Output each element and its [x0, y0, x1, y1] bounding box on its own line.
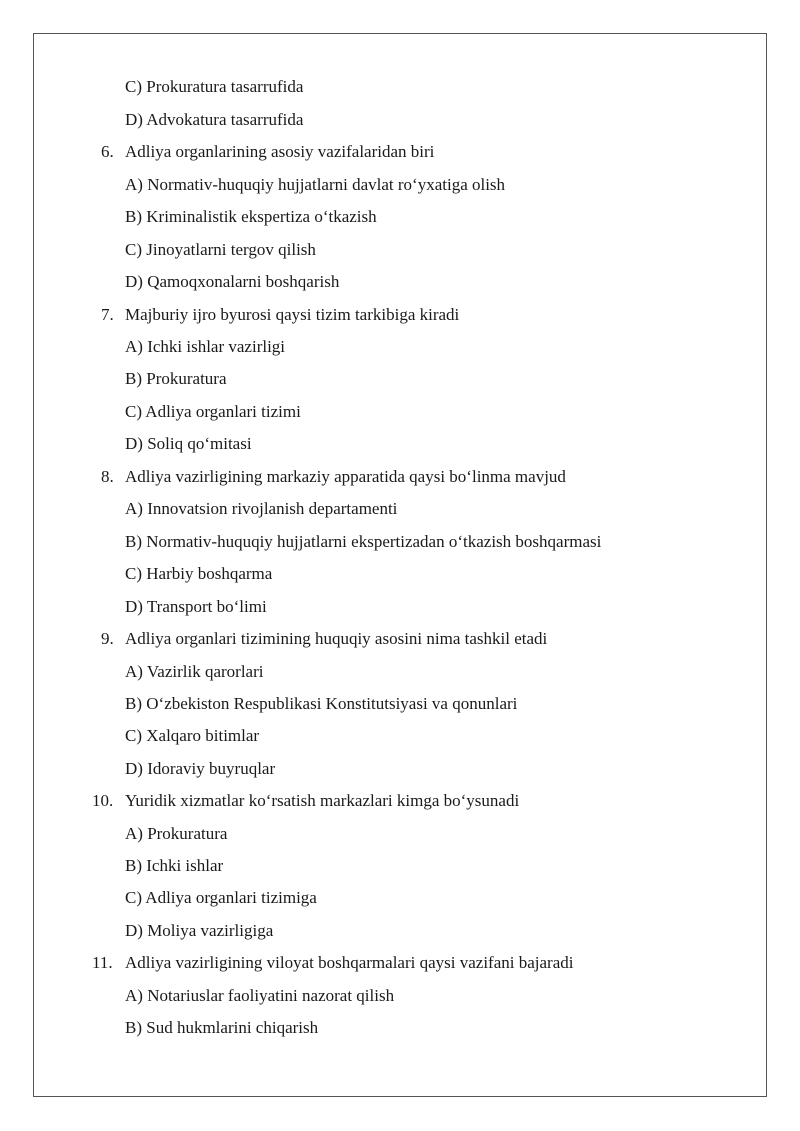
q8-option-b: B) Normativ-huquqiy hujjatlarni ekspertizadan o‘tkazish boshqarmasi — [125, 532, 602, 551]
q9-option-b: B) O‘zbekiston Respublikasi Konstitutsiyasi va qonunlari — [125, 694, 518, 713]
q9-option-c: C) Xalqaro bitimlar — [125, 726, 260, 745]
q11-option-a: A) Notariuslar faoliyatini nazorat qilish — [125, 986, 395, 1005]
q6-option-d: D) Qamoqxonalarni boshqarish — [125, 272, 340, 291]
q10-option-b: B) Ichki ishlar — [125, 856, 224, 875]
q10-option-d: D) Moliya vazirligiga — [125, 921, 274, 940]
q8-option-a: A) Innovatsion rivojlanish departamenti — [125, 499, 398, 518]
q6-option-b: B) Kriminalistik ekspertiza o‘tkazish — [125, 207, 377, 226]
q11-number: 11. — [92, 953, 113, 972]
q5-option-c: C) Prokuratura tasarrufida — [125, 77, 304, 96]
q7-number: 7. — [101, 305, 114, 324]
q9-option-d: D) Idoraviy buyruqlar — [125, 759, 276, 778]
q7-option-c: C) Adliya organlari tizimi — [125, 402, 301, 421]
q7-option-b: B) Prokuratura — [125, 369, 227, 388]
q8-option-c: C) Harbiy boshqarma — [125, 564, 273, 583]
q7-option-d: D) Soliq qo‘mitasi — [125, 434, 252, 453]
q9-number: 9. — [101, 629, 114, 648]
q6-option-c: C) Jinoyatlarni tergov qilish — [125, 240, 316, 259]
q8-option-d: D) Transport bo‘limi — [125, 597, 267, 616]
q6-text: Adliya organlarining asosiy vazifalaridan biri — [125, 142, 435, 161]
q10-option-c: C) Adliya organlari tizimiga — [125, 888, 317, 907]
q6-number: 6. — [101, 142, 114, 161]
q9-text: Adliya organlari tizimining huquqiy asosini nima tashkil etadi — [125, 629, 548, 648]
q8-text: Adliya vazirligining markaziy apparatida qaysi bo‘linma mavjud — [125, 467, 566, 486]
q10-text: Yuridik xizmatlar ko‘rsatish markazlari kimga bo‘ysunadi — [125, 791, 520, 810]
q7-text: Majburiy ijro byurosi qaysi tizim tarkibiga kiradi — [125, 305, 460, 324]
q5-option-d: D) Advokatura tasarrufida — [125, 110, 304, 129]
q11-text: Adliya vazirligining viloyat boshqarmalari qaysi vazifani bajaradi — [125, 953, 574, 972]
q11-option-b: B) Sud hukmlarini chiqarish — [125, 1018, 319, 1037]
q7-option-a: A) Ichki ishlar vazirligi — [125, 337, 286, 356]
q8-number: 8. — [101, 467, 114, 486]
q10-option-a: A) Prokuratura — [125, 824, 228, 843]
q10-number: 10. — [92, 791, 114, 810]
q6-option-a: A) Normativ-huquqiy hujjatlarni davlat ro‘yxatiga olish — [125, 175, 506, 194]
q9-option-a: A) Vazirlik qarorlari — [125, 662, 264, 681]
